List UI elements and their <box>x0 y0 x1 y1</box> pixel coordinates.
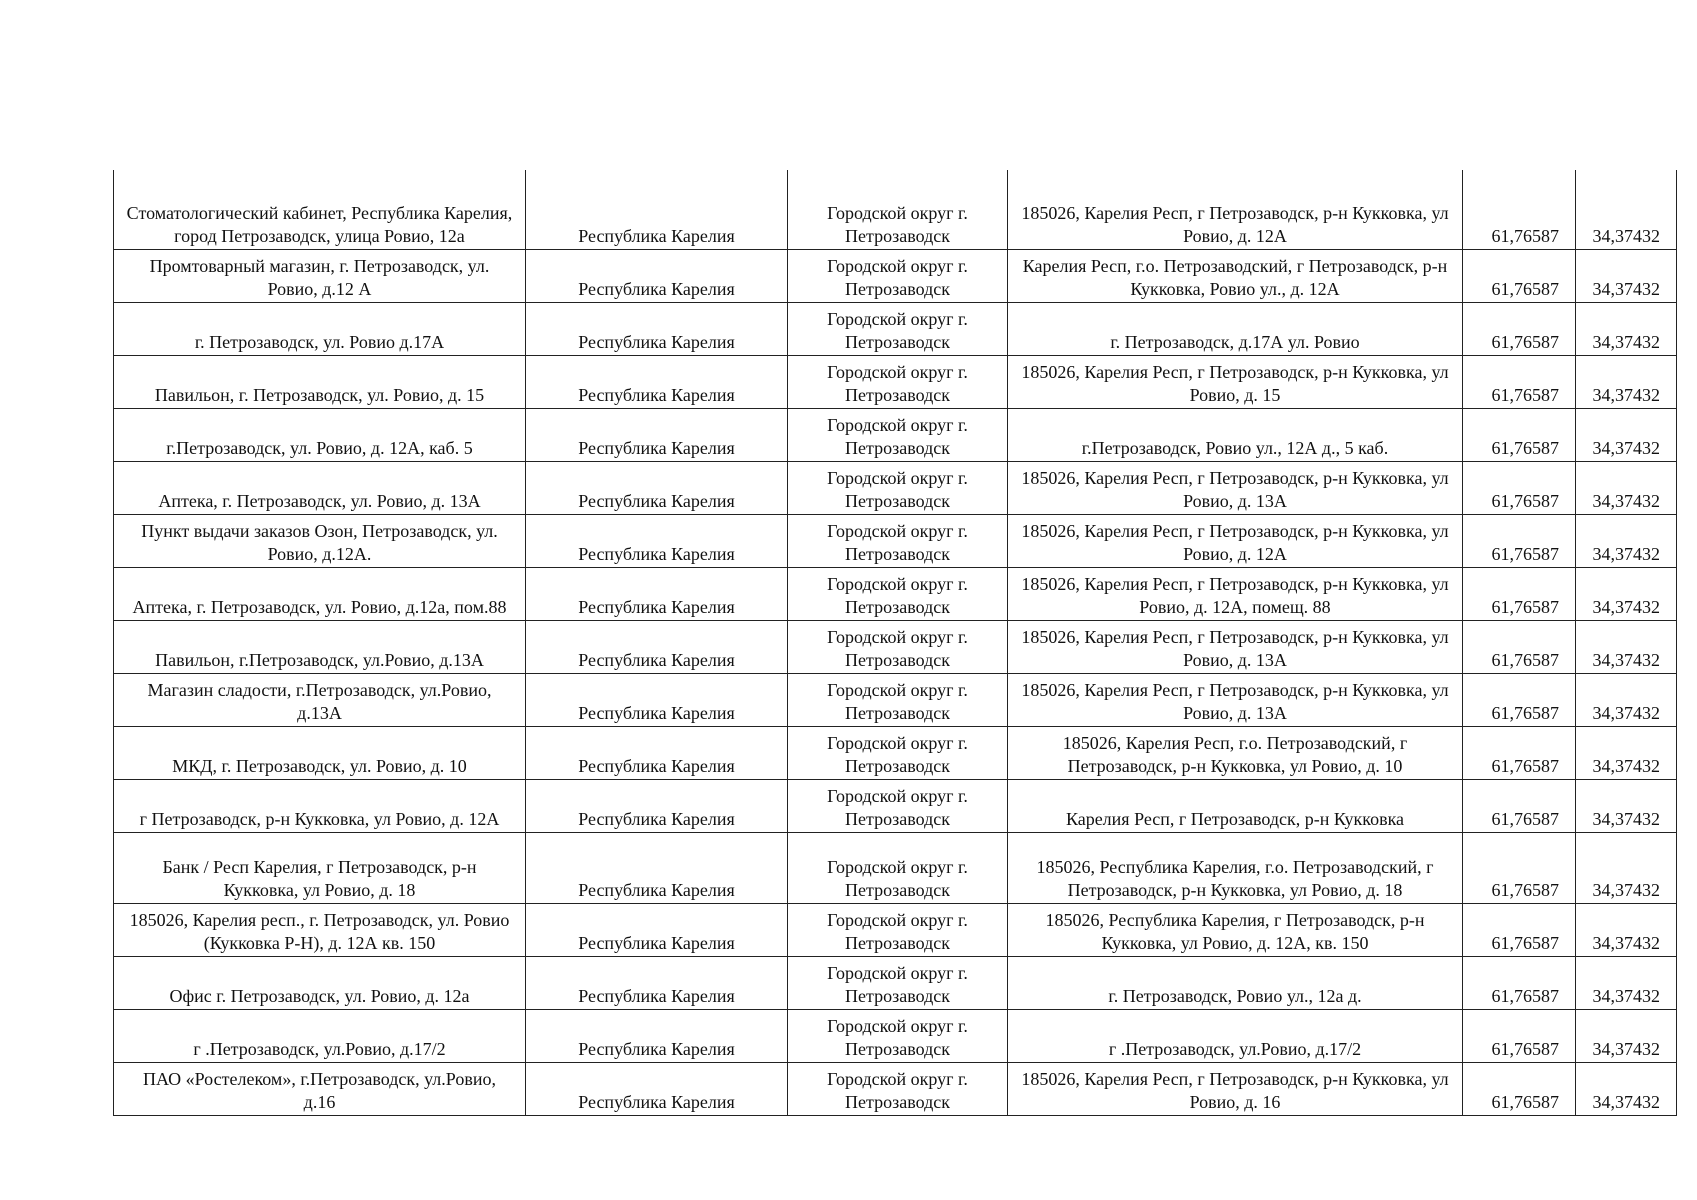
latitude-cell: 61,76587 <box>1463 832 1576 903</box>
object-name-cell: г Петрозаводск, р-н Кукковка, ул Ровио, д. 12А <box>114 779 526 832</box>
longitude-cell: 34,37432 <box>1576 726 1677 779</box>
address-cell: г.Петрозаводск, Ровио ул., 12А д., 5 каб. <box>1008 408 1463 461</box>
district-cell: Городской округ г. Петрозаводск <box>788 620 1008 673</box>
address-cell: Карелия Респ, г Петрозаводск, р-н Кукковка <box>1008 779 1463 832</box>
latitude-cell: 61,76587 <box>1463 1009 1576 1062</box>
district-cell: Городской округ г. Петрозаводск <box>788 302 1008 355</box>
region-cell: Республика Карелия <box>526 249 788 302</box>
latitude-cell: 61,76587 <box>1463 302 1576 355</box>
table-row <box>114 726 1677 779</box>
longitude-cell: 34,37432 <box>1576 249 1677 302</box>
longitude-cell: 34,37432 <box>1576 1009 1677 1062</box>
address-cell: 185026, Карелия Респ, г Петрозаводск, р-н Кукковка, ул Ровио, д. 16 <box>1008 1062 1463 1115</box>
address-cell: 185026, Республика Карелия, г.о. Петрозаводский, г Петрозаводск, р-н Кукковка, ул Ровио, д. 18 <box>1008 832 1463 903</box>
region-cell: Республика Карелия <box>526 832 788 903</box>
longitude-cell: 34,37432 <box>1576 956 1677 1009</box>
object-name-cell: г .Петрозаводск, ул.Ровио, д.17/2 <box>114 1009 526 1062</box>
longitude-cell: 34,37432 <box>1576 567 1677 620</box>
object-name-cell: Промтоварный магазин, г. Петрозаводск, ул. Ровио, д.12 А <box>114 249 526 302</box>
table-row <box>114 779 1677 832</box>
table-row <box>114 956 1677 1009</box>
address-cell: г. Петрозаводск, Ровио ул., 12а д. <box>1008 956 1463 1009</box>
region-cell: Республика Карелия <box>526 355 788 408</box>
address-cell: 185026, Карелия Респ, г Петрозаводск, р-н Кукковка, ул Ровио, д. 13А <box>1008 673 1463 726</box>
longitude-cell: 34,37432 <box>1576 903 1677 956</box>
latitude-cell: 61,76587 <box>1463 461 1576 514</box>
object-name-cell: Пункт выдачи заказов Озон, Петрозаводск, ул. Ровио, д.12А. <box>114 514 526 567</box>
table-row <box>114 1009 1677 1062</box>
object-name-cell: г. Петрозаводск, ул. Ровио д.17А <box>114 302 526 355</box>
longitude-cell: 34,37432 <box>1576 355 1677 408</box>
district-cell: Городской округ г. Петрозаводск <box>788 1062 1008 1115</box>
district-cell: Городской округ г. Петрозаводск <box>788 408 1008 461</box>
latitude-cell: 61,76587 <box>1463 779 1576 832</box>
latitude-cell: 61,76587 <box>1463 170 1576 249</box>
object-name-cell: Стоматологический кабинет, Республика Карелия, город Петрозаводск, улица Ровио, 12а <box>114 170 526 249</box>
longitude-cell: 34,37432 <box>1576 461 1677 514</box>
latitude-cell: 61,76587 <box>1463 903 1576 956</box>
table-row <box>114 302 1677 355</box>
object-name-cell: Аптека, г. Петрозаводск, ул. Ровио, д. 13А <box>114 461 526 514</box>
latitude-cell: 61,76587 <box>1463 249 1576 302</box>
object-name-cell: г.Петрозаводск, ул. Ровио, д. 12А, каб. 5 <box>114 408 526 461</box>
address-cell: 185026, Карелия Респ, г Петрозаводск, р-н Кукковка, ул Ровио, д. 13А <box>1008 620 1463 673</box>
region-cell: Республика Карелия <box>526 956 788 1009</box>
longitude-cell: 34,37432 <box>1576 832 1677 903</box>
longitude-cell: 34,37432 <box>1576 620 1677 673</box>
region-cell: Республика Карелия <box>526 726 788 779</box>
district-cell: Городской округ г. Петрозаводск <box>788 903 1008 956</box>
latitude-cell: 61,76587 <box>1463 567 1576 620</box>
table-row <box>114 567 1677 620</box>
object-name-cell: 185026, Карелия респ., г. Петрозаводск, ул. Ровио (Кукковка Р-Н), д. 12А кв. 150 <box>114 903 526 956</box>
longitude-cell: 34,37432 <box>1576 170 1677 249</box>
object-name-cell: Аптека, г. Петрозаводск, ул. Ровио, д.12а, пом.88 <box>114 567 526 620</box>
region-cell: Республика Карелия <box>526 1062 788 1115</box>
region-cell: Республика Карелия <box>526 170 788 249</box>
district-cell: Городской округ г. Петрозаводск <box>788 514 1008 567</box>
region-cell: Республика Карелия <box>526 514 788 567</box>
table-row <box>114 461 1677 514</box>
table-row <box>114 408 1677 461</box>
region-cell: Республика Карелия <box>526 620 788 673</box>
address-cell: 185026, Карелия Респ, г Петрозаводск, р-н Кукковка, ул Ровио, д. 12А <box>1008 170 1463 249</box>
district-cell: Городской округ г. Петрозаводск <box>788 567 1008 620</box>
table-row <box>114 1062 1677 1115</box>
address-cell: 185026, Карелия Респ, г Петрозаводск, р-н Кукковка, ул Ровио, д. 13А <box>1008 461 1463 514</box>
table-row <box>114 355 1677 408</box>
address-cell: 185026, Карелия Респ, г Петрозаводск, р-н Кукковка, ул Ровио, д. 12А, помещ. 88 <box>1008 567 1463 620</box>
table-row <box>114 673 1677 726</box>
object-name-cell: МКД, г. Петрозаводск, ул. Ровио, д. 10 <box>114 726 526 779</box>
latitude-cell: 61,76587 <box>1463 355 1576 408</box>
region-cell: Республика Карелия <box>526 779 788 832</box>
longitude-cell: 34,37432 <box>1576 302 1677 355</box>
district-cell: Городской округ г. Петрозаводск <box>788 1009 1008 1062</box>
table-row <box>114 832 1677 903</box>
latitude-cell: 61,76587 <box>1463 514 1576 567</box>
table-row <box>114 170 1677 249</box>
district-cell: Городской округ г. Петрозаводск <box>788 779 1008 832</box>
district-cell: Городской округ г. Петрозаводск <box>788 249 1008 302</box>
longitude-cell: 34,37432 <box>1576 779 1677 832</box>
district-cell: Городской округ г. Петрозаводск <box>788 673 1008 726</box>
latitude-cell: 61,76587 <box>1463 956 1576 1009</box>
region-cell: Республика Карелия <box>526 461 788 514</box>
address-cell: г .Петрозаводск, ул.Ровио, д.17/2 <box>1008 1009 1463 1062</box>
region-cell: Республика Карелия <box>526 903 788 956</box>
table-row <box>114 514 1677 567</box>
object-name-cell: Павильон, г. Петрозаводск, ул. Ровио, д. 15 <box>114 355 526 408</box>
district-cell: Городской округ г. Петрозаводск <box>788 956 1008 1009</box>
district-cell: Городской округ г. Петрозаводск <box>788 832 1008 903</box>
region-cell: Республика Карелия <box>526 567 788 620</box>
locations-table <box>113 170 1677 1116</box>
latitude-cell: 61,76587 <box>1463 726 1576 779</box>
object-name-cell: Павильон, г.Петрозаводск, ул.Ровио, д.13А <box>114 620 526 673</box>
longitude-cell: 34,37432 <box>1576 408 1677 461</box>
region-cell: Республика Карелия <box>526 1009 788 1062</box>
longitude-cell: 34,37432 <box>1576 673 1677 726</box>
latitude-cell: 61,76587 <box>1463 620 1576 673</box>
district-cell: Городской округ г. Петрозаводск <box>788 170 1008 249</box>
latitude-cell: 61,76587 <box>1463 408 1576 461</box>
longitude-cell: 34,37432 <box>1576 1062 1677 1115</box>
district-cell: Городской округ г. Петрозаводск <box>788 355 1008 408</box>
address-cell: 185026, Карелия Респ, г.о. Петрозаводский, г Петрозаводск, р-н Кукковка, ул Ровио, д. 10 <box>1008 726 1463 779</box>
address-cell: 185026, Карелия Респ, г Петрозаводск, р-н Кукковка, ул Ровио, д. 12А <box>1008 514 1463 567</box>
region-cell: Республика Карелия <box>526 302 788 355</box>
object-name-cell: Магазин сладости, г.Петрозаводск, ул.Ровио, д.13А <box>114 673 526 726</box>
object-name-cell: Банк / Респ Карелия, г Петрозаводск, р-н Кукковка, ул Ровио, д. 18 <box>114 832 526 903</box>
address-cell: 185026, Карелия Респ, г Петрозаводск, р-н Кукковка, ул Ровио, д. 15 <box>1008 355 1463 408</box>
table-row <box>114 903 1677 956</box>
table-row <box>114 620 1677 673</box>
district-cell: Городской округ г. Петрозаводск <box>788 726 1008 779</box>
district-cell: Городской округ г. Петрозаводск <box>788 461 1008 514</box>
table-body <box>114 170 1677 1115</box>
latitude-cell: 61,76587 <box>1463 1062 1576 1115</box>
latitude-cell: 61,76587 <box>1463 673 1576 726</box>
address-cell: Карелия Респ, г.о. Петрозаводский, г Петрозаводск, р-н Кукковка, Ровио ул., д. 12А <box>1008 249 1463 302</box>
object-name-cell: Офис г. Петрозаводск, ул. Ровио, д. 12а <box>114 956 526 1009</box>
longitude-cell: 34,37432 <box>1576 514 1677 567</box>
table-row <box>114 249 1677 302</box>
region-cell: Республика Карелия <box>526 673 788 726</box>
address-cell: 185026, Республика Карелия, г Петрозаводск, р-н Кукковка, ул Ровио, д. 12А, кв. 150 <box>1008 903 1463 956</box>
object-name-cell: ПАО «Ростелеком», г.Петрозаводск, ул.Ровио, д.16 <box>114 1062 526 1115</box>
address-cell: г. Петрозаводск, д.17А ул. Ровио <box>1008 302 1463 355</box>
region-cell: Республика Карелия <box>526 408 788 461</box>
